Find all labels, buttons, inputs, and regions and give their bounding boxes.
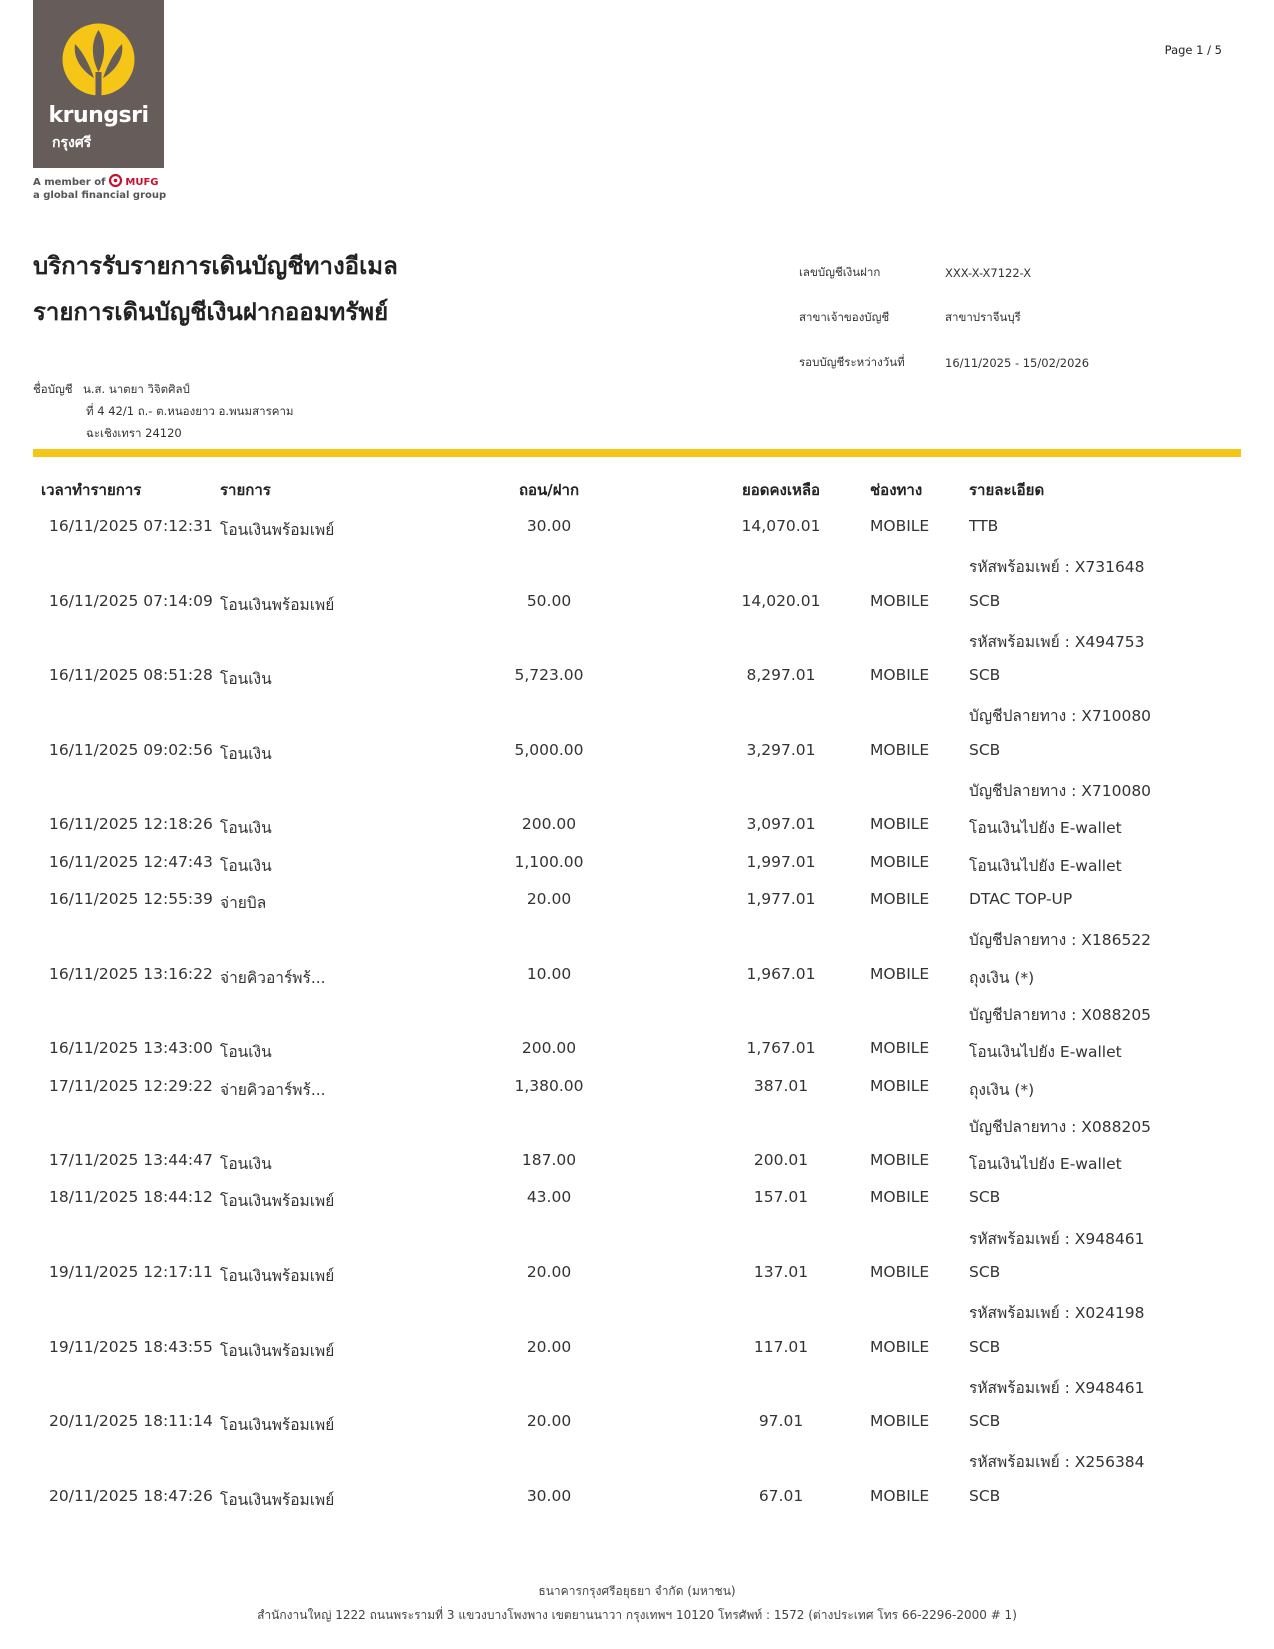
transaction-amount: 1,100.00 bbox=[514, 852, 584, 871]
transaction-time: 19/11/2025 12:17:11 bbox=[49, 1263, 213, 1281]
transaction-description: โอนเงินพร้อมเพย์ bbox=[220, 1192, 335, 1211]
transaction-amount: 20.00 bbox=[526, 890, 572, 908]
transaction-amount: 187.00 bbox=[521, 1151, 577, 1170]
info-value: XXX-X-X7122-X bbox=[945, 265, 1032, 280]
info-label: เลขบัญชีเงินฝาก bbox=[799, 264, 881, 279]
transaction-amount: 20.00 bbox=[526, 1337, 572, 1356]
address-line1: ที่ 4 42/1 ถ.- ต.หนองยาว อ.พนมสารคาม bbox=[86, 404, 294, 418]
transaction-description: โอนเงิน bbox=[220, 819, 272, 838]
transaction-detail: DTAC TOP-UP bbox=[969, 890, 1073, 908]
transaction-time: 17/11/2025 13:44:47 bbox=[49, 1151, 213, 1170]
transaction-time: 16/11/2025 12:18:26 bbox=[49, 815, 213, 834]
info-row-branch bbox=[789, 295, 1241, 340]
transaction-detail-secondary: รหัสพร้อมเพย์ : X024198 bbox=[969, 1304, 1145, 1323]
info-value: สาขาปราจีนบุรี bbox=[945, 309, 1021, 324]
info-label: สาขาเจ้าของบัญชี bbox=[799, 309, 890, 324]
transaction-detail: โอนเงินไปยัง E-wallet bbox=[969, 819, 1122, 838]
transaction-balance: 157.01 bbox=[753, 1188, 809, 1207]
transaction-channel: MOBILE bbox=[870, 1188, 930, 1207]
transaction-detail: SCB bbox=[969, 591, 1001, 610]
mufg-brand: MUFG bbox=[125, 177, 159, 188]
transaction-channel: MOBILE bbox=[870, 815, 930, 834]
krungsri-emblem-icon bbox=[61, 22, 136, 97]
transaction-channel: MOBILE bbox=[870, 1486, 930, 1505]
member-line1: A member of bbox=[33, 177, 106, 188]
info-label: รอบบัญชีระหว่างวันที่ bbox=[799, 354, 905, 369]
transaction-channel: MOBILE bbox=[870, 890, 930, 908]
transaction-detail-secondary: บัญชีปลายทาง : X186522 bbox=[969, 931, 1152, 950]
footer-address: สำนักงานใหญ่ 1222 ถนนพระรามที่ 3 แขวงบางโพงพาง เขตยานนาวา กรุงเทพฯ 10120 โทรศัพท์ : 1572 (ต่างประเทศ โทร 66-2296-2000 # 1) bbox=[257, 1608, 1017, 1622]
transaction-balance: 387.01 bbox=[753, 1076, 809, 1095]
account-name: น.ส. นาตยา วิจิตศิลป์ bbox=[83, 382, 190, 396]
transaction-balance: 97.01 bbox=[758, 1412, 804, 1431]
transaction-description: จ่ายบิล bbox=[220, 894, 267, 912]
transaction-channel: MOBILE bbox=[870, 1337, 930, 1356]
transaction-time: 16/11/2025 13:43:00 bbox=[49, 1039, 213, 1058]
account-holder bbox=[33, 378, 293, 444]
transaction-amount: 200.00 bbox=[521, 815, 577, 834]
transaction-detail: SCB bbox=[969, 666, 1001, 685]
transaction-channel: MOBILE bbox=[870, 740, 930, 759]
transaction-balance: 3,097.01 bbox=[746, 815, 816, 834]
transaction-description: โอนเงิน bbox=[220, 744, 272, 763]
transaction-time: 18/11/2025 18:44:12 bbox=[49, 1188, 213, 1207]
address-line2: ฉะเชิงเทรา 24120 bbox=[86, 426, 182, 440]
info-row-account-number bbox=[789, 250, 1241, 295]
yellow-divider bbox=[33, 449, 1241, 457]
transaction-description: โอนเงินพร้อมเพย์ bbox=[220, 1490, 335, 1509]
col-header-channel: ช่องทาง bbox=[870, 481, 923, 499]
transaction-time: 16/11/2025 12:47:43 bbox=[49, 852, 213, 871]
transaction-detail: ถุงเงิน (*) bbox=[969, 968, 1035, 987]
transaction-description: โอนเงินพร้อมเพย์ bbox=[220, 521, 335, 539]
transaction-detail-secondary: บัญชีปลายทาง : X088205 bbox=[969, 1117, 1152, 1136]
transaction-channel: MOBILE bbox=[870, 1076, 930, 1095]
info-value: 16/11/2025 - 15/02/2026 bbox=[945, 355, 1090, 370]
transaction-balance: 14,020.01 bbox=[741, 591, 821, 610]
transaction-amount: 30.00 bbox=[526, 517, 572, 535]
transaction-channel: MOBILE bbox=[870, 1151, 930, 1170]
transaction-amount: 20.00 bbox=[526, 1263, 572, 1281]
transaction-detail-secondary: รหัสพร้อมเพย์ : X494753 bbox=[969, 632, 1145, 651]
transaction-balance: 200.01 bbox=[753, 1151, 809, 1170]
transaction-time: 19/11/2025 18:43:55 bbox=[49, 1337, 213, 1356]
footer-bank-name: ธนาคารกรุงศรีอยุธยา จำกัด (มหาชน) bbox=[538, 1584, 736, 1598]
account-info-panel bbox=[789, 250, 1241, 385]
member-line2: a global financial group bbox=[33, 190, 167, 201]
transaction-time: 16/11/2025 09:02:56 bbox=[49, 740, 213, 759]
transaction-description: โอนเงินพร้อมเพย์ bbox=[220, 1416, 335, 1435]
transaction-description: จ่ายคิวอาร์พร้... bbox=[220, 968, 326, 987]
transaction-amount: 10.00 bbox=[526, 964, 572, 983]
transaction-balance: 14,070.01 bbox=[741, 517, 821, 535]
transaction-time: 16/11/2025 07:14:09 bbox=[49, 591, 213, 610]
transaction-time: 16/11/2025 12:55:39 bbox=[49, 890, 213, 908]
transaction-amount: 20.00 bbox=[526, 1412, 572, 1431]
transaction-detail-secondary: รหัสพร้อมเพย์ : X948461 bbox=[969, 1378, 1145, 1397]
transaction-balance: 117.01 bbox=[753, 1337, 809, 1356]
transaction-detail: SCB bbox=[969, 1263, 1001, 1281]
transaction-description: จ่ายคิวอาร์พร้... bbox=[220, 1080, 326, 1099]
transaction-detail: SCB bbox=[969, 1412, 1001, 1431]
transaction-detail: SCB bbox=[969, 1188, 1001, 1207]
account-name-label: ชื่อบัญชี bbox=[33, 382, 73, 396]
logo-thai-wordmark: กรุงศรี bbox=[52, 135, 92, 151]
transaction-balance: 3,297.01 bbox=[746, 740, 816, 759]
transaction-amount: 50.00 bbox=[526, 591, 572, 610]
transaction-amount: 30.00 bbox=[526, 1486, 572, 1505]
transaction-time: 20/11/2025 18:47:26 bbox=[49, 1486, 213, 1505]
info-row-statement-period bbox=[789, 340, 1241, 385]
transaction-balance: 8,297.01 bbox=[746, 666, 816, 685]
krungsri-logo bbox=[33, 0, 164, 168]
transaction-balance: 1,967.01 bbox=[746, 964, 816, 983]
mufg-icon bbox=[109, 174, 122, 187]
col-header-description: รายการ bbox=[220, 481, 271, 499]
transaction-description: โอนเงินพร้อมเพย์ bbox=[220, 1267, 335, 1285]
page-title: บริการรับรายการเดินบัญชีทางอีเมล bbox=[33, 252, 398, 280]
transaction-balance: 67.01 bbox=[758, 1486, 804, 1505]
transaction-amount: 1,380.00 bbox=[514, 1076, 584, 1095]
transaction-time: 16/11/2025 13:16:22 bbox=[49, 964, 213, 983]
transaction-detail: โอนเงินไปยัง E-wallet bbox=[969, 856, 1122, 875]
transaction-balance: 1,997.01 bbox=[746, 852, 816, 871]
transaction-detail-secondary: บัญชีปลายทาง : X710080 bbox=[969, 707, 1152, 726]
transaction-detail-secondary: รหัสพร้อมเพย์ : X256384 bbox=[969, 1453, 1145, 1472]
transaction-detail: SCB bbox=[969, 1486, 1001, 1505]
transaction-balance: 137.01 bbox=[753, 1263, 809, 1281]
transaction-detail: ถุงเงิน (*) bbox=[969, 1080, 1035, 1099]
transaction-detail: โอนเงินไปยัง E-wallet bbox=[969, 1043, 1122, 1062]
transaction-balance: 1,767.01 bbox=[746, 1039, 816, 1058]
transaction-channel: MOBILE bbox=[870, 666, 930, 685]
col-header-time: เวลาทำรายการ bbox=[41, 481, 142, 499]
page-subtitle: รายการเดินบัญชีเงินฝากออมทรัพย์ bbox=[33, 298, 389, 326]
member-tagline bbox=[33, 174, 166, 202]
transaction-description: โอนเงิน bbox=[220, 856, 272, 875]
transaction-detail-secondary: บัญชีปลายทาง : X088205 bbox=[969, 1005, 1152, 1024]
transaction-description: โอนเงิน bbox=[220, 1155, 272, 1174]
transaction-description: โอนเงิน bbox=[220, 1043, 272, 1062]
transaction-detail-secondary: รหัสพร้อมเพย์ : X731648 bbox=[969, 558, 1145, 577]
transaction-channel: MOBILE bbox=[870, 964, 930, 983]
transaction-description: โอนเงิน bbox=[220, 670, 272, 689]
transaction-detail: โอนเงินไปยัง E-wallet bbox=[969, 1155, 1122, 1174]
page-number: Page 1 / 5 bbox=[1164, 43, 1222, 57]
transaction-amount: 43.00 bbox=[526, 1188, 572, 1207]
transaction-channel: MOBILE bbox=[870, 1039, 930, 1058]
transaction-amount: 200.00 bbox=[521, 1039, 577, 1058]
transaction-time: 20/11/2025 18:11:14 bbox=[49, 1412, 213, 1431]
transaction-time: 16/11/2025 07:12:31 bbox=[49, 517, 213, 535]
transaction-time: 16/11/2025 08:51:28 bbox=[49, 666, 213, 685]
transaction-amount: 5,723.00 bbox=[514, 666, 584, 685]
transaction-detail-secondary: บัญชีปลายทาง : X710080 bbox=[969, 782, 1152, 801]
transaction-detail-secondary: รหัสพร้อมเพย์ : X948461 bbox=[969, 1229, 1145, 1248]
transaction-detail: TTB bbox=[969, 517, 999, 535]
transaction-description: โอนเงินพร้อมเพย์ bbox=[220, 595, 335, 614]
transaction-description: โอนเงินพร้อมเพย์ bbox=[220, 1341, 335, 1360]
transaction-balance: 1,977.01 bbox=[746, 890, 816, 908]
transaction-amount: 5,000.00 bbox=[514, 740, 584, 759]
logo-wordmark: krungsri bbox=[48, 103, 149, 128]
transaction-channel: MOBILE bbox=[870, 517, 930, 535]
transaction-channel: MOBILE bbox=[870, 591, 930, 610]
transaction-channel: MOBILE bbox=[870, 852, 930, 871]
transaction-channel: MOBILE bbox=[870, 1263, 930, 1281]
transaction-time: 17/11/2025 12:29:22 bbox=[49, 1076, 213, 1095]
col-header-details: รายละเอียด bbox=[969, 481, 1045, 499]
transaction-channel: MOBILE bbox=[870, 1412, 930, 1431]
transaction-detail: SCB bbox=[969, 740, 1001, 759]
transaction-detail: SCB bbox=[969, 1337, 1001, 1356]
